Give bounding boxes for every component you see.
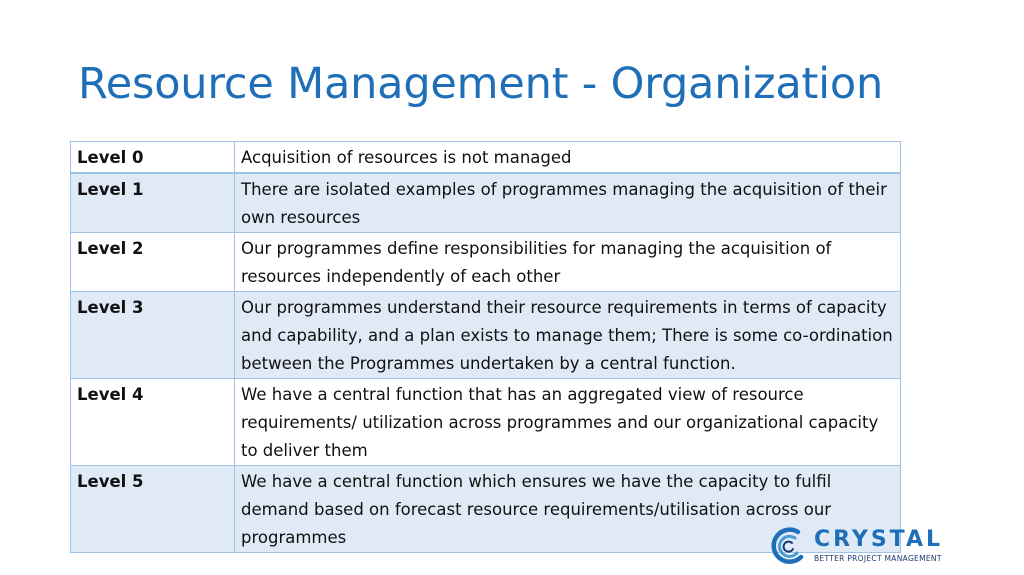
table-row [71, 233, 901, 292]
table-row [71, 173, 901, 233]
crystal-logo [768, 524, 958, 572]
level-description: We have a central function that has an aggregated view of resource requirements/ utilization across programmes and our organizational capacity to deliver them [235, 379, 901, 466]
slide-title: Resource Management - Organization [78, 59, 884, 109]
level-label: Level 3 [71, 292, 235, 379]
maturity-levels-table [70, 141, 901, 553]
level-description: Our programmes define responsibilities for managing the acquisition of resources independently of each other [235, 233, 901, 292]
table-row [71, 379, 901, 466]
level-description: Acquisition of resources is not managed [235, 142, 901, 174]
level-description: There are isolated examples of programmes managing the acquisition of their own resources [235, 173, 901, 233]
level-description: Our programmes understand their resource requirements in terms of capacity and capability, and a plan exists to manage them; There is some co-ordination between the Programmes undertaken by a central function. [235, 292, 901, 379]
table-row [71, 292, 901, 379]
level-label: Level 0 [71, 142, 235, 174]
logo-name: CRYSTAL [814, 527, 944, 552]
level-description: We have a central function which ensures we have the capacity to fulfil demand based on forecast resource requirements/utilisation across our programmes [235, 466, 901, 553]
level-label: Level 1 [71, 173, 235, 233]
table-row [71, 142, 901, 174]
level-label: Level 2 [71, 233, 235, 292]
level-label: Level 5 [71, 466, 235, 553]
crystal-swirl-logo-icon [768, 524, 810, 568]
logo-tagline: BETTER PROJECT MANAGEMENT [814, 554, 942, 563]
level-label: Level 4 [71, 379, 235, 466]
